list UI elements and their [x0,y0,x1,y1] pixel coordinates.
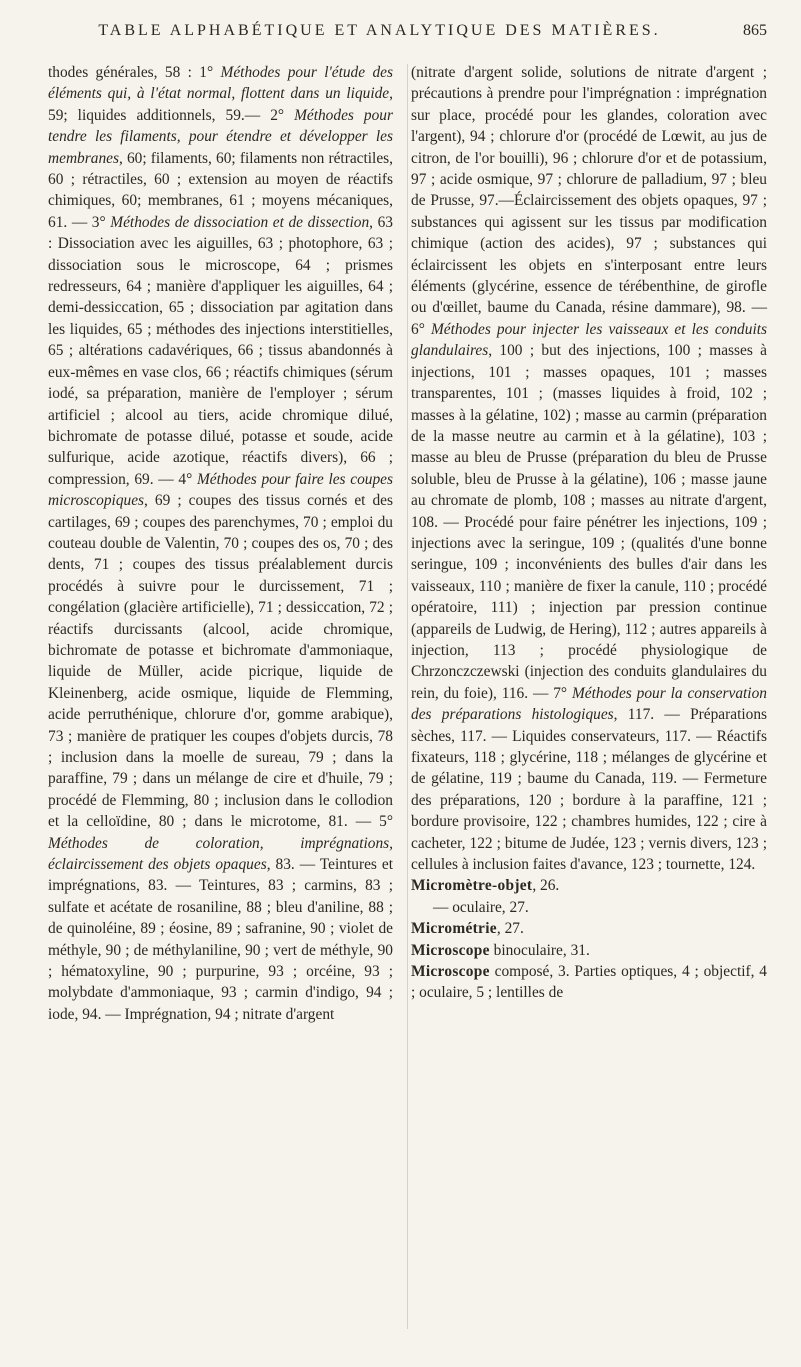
text-run: (nitrate d'argent solide, solutions de nitrate d'argent ; précautions à prendre pour l'imprégnation : imprégnation sur place, procédé pour les glandes, coloration avec l'argent), 94 ; chlorure d'or (procédé de Lœwit, au jus de citron, de l'or bouilli), 96 ; chlorure d'or et de potassium, 97 ; acide osmique, 97 ; chlorure de palladium, 97 ; bleu de Prusse, 97.—Éclaircissement des objets opaques, 97 ; substances qui agissent sur les tissus par modification chimique (action des acides), 97 ; substances qui éclaircissent les objets en s'interposant entre leurs éléments (glycérine, essence de térébenthine, de girofle ou d'œillet, baume du Canada, résine dammare), 98. — 6° [411,64,767,338]
index-entry [411,897,767,918]
index-entry [411,940,767,961]
text-run: thodes générales, 58 : 1° [48,64,221,81]
index-entry-text: , 27. [496,920,524,938]
running-title: TABLE ALPHABÉTIQUE ET ANALYTIQUE DES MATIÈRES. [98,22,661,39]
section-title-run: Méthodes pour injecter les vaisseaux et les conduits glandulaires [411,320,767,360]
index-entry [411,961,767,1004]
text-run: , 63 : Dissociation avec les aiguilles, 63 ; photophore, 63 ; dissociation sous le microscope, 64 ; prismes redresseurs, 64 ; manière d'appliquer les aiguilles, 64 ; demi-dessiccation, 65 ; dissociation par agitation dans les liquides, 65 ; méthodes des injections interstitielles, 65 ; altérations cadavériques, 66 ; tissus abandonnés à eux-mêmes en vase clos, 66 ; réactifs chimiques (sérum iodé, sa préparation, manière de l'employer ; sérum artificiel ; alcool au tiers, acide chromique dilué, bichromate de potasse dilué, potasse et soude, acide sulfurique, acide azotique, réactifs divers), 66 ; compression, 69. — 4° [48,213,394,488]
page-number: 865 [743,22,767,39]
left-column [48,62,393,1025]
index-entry-heading: Microscope [411,941,490,959]
section-title-run: Méthodes pour faire les coupes microscopiques [48,470,393,510]
right-column-text [411,62,767,875]
text-run: , 59; liquides additionnels, 59.— 2° [48,85,393,124]
text-run: , 83. — Teintures et imprégnations, 83. — Teintures, 83 ; carmins, 83 ; sulfate et acétate de rosaniline, 88 ; bleu d'aniline, 88 ; de quinoléine, 89 ; éosine, 89 ; safranine, 90 ; violet de méthyle, 90 ; de méthylaniline, 90 ; vert de méthyle, 90 ; hématoxyline, 90 ; purpurine, 93 ; orcéine, 93 ; molybdate d'ammoniaque, 93 ; carmin d'indigo, 94 ; iode, 94. — Imprégnation, 94 ; nitrate d'argent [48,856,393,1023]
section-title-run: Méthodes pour la conservation des préparations histologiques [411,684,767,724]
text-run: , 117. — Préparations sèches, 117. — Liquides conservateurs, 117. — Réactifs fixateurs, 118 ; glycérine, 118 ; mélanges de glycérine et de gélatine, 119 ; baume du Canada, 119. — Fermeture des préparations, 120 ; bordure à la paraffine, 121 ; bordure provisoire, 122 ; chambres humides, 122 ; cire à cacheter, 122 ; bitume de Judée, 123 ; vernis divers, 123 ; cellules à inclusion faites d'avance, 123 ; tournette, 124. [411,706,768,874]
section-title-run: Méthodes de dissociation et de dissection [110,213,370,231]
text-columns [48,62,767,1025]
index-entry-text: , 26. [532,877,560,895]
section-title-run: Méthodes pour tendre les filaments, pour étendre et développer les membranes [48,106,393,167]
index-entry [411,918,767,939]
index-entry [411,875,767,896]
section-title-run: Méthodes de coloration, imprégnations, éclaircissement des objets opaques [48,834,393,874]
index-entry-text: — oculaire, 27. [433,898,529,916]
text-run: , 60; filaments, 60; filaments non rétractiles, 60 ; rétractiles, 60 ; extension au moyen de réactifs chimiques, 60; membranes, 61 ; moyens mécaniques, 61. — 3° [48,149,393,231]
running-head [48,22,767,44]
text-run: , 100 ; but des injections, 100 ; masses à injections, 101 ; masses opaques, 101 ; masses transparentes, 101 ; (masses liquides à froid, 102 ; masses à la gélatine, 102) ; masse au carmin (préparation de la masse neutre au carmin et à la gélatine), 103 ; masse au bleu de Prusse (préparation du bleu de Prusse soluble, bleu de Prusse à la gélatine), 106 ; masse jaune au chromate de plomb, 108 ; masses au nitrate d'argent, 108. — Procédé pour faire pénétrer les injections, 109 ; injections avec la seringue, 109 ; (qualités d'une bonne seringue, 109 ; inconvénients des bulles d'air dans les vaisseaux, 110 ; manière de fixer la canule, 110 ; procédé opératoire, 111) ; injection par pression continue (appareils de Ludwig, de Hering), 112 ; autres appareils à injection, 113 ; procédé physiologique de Chrzonczczewski (injection des conduits glandulaires du rein, du foie), 116. — 7° [411,342,767,702]
right-column [411,62,767,1025]
index-entry-text: binoculaire, 31. [489,941,590,959]
text-run: , 69 ; coupes des tissus cornés et des cartilages, 69 ; coupes des parenchymes, 70 ; emploi du couteau double de Valentin, 70 ; coupes des os, 70 ; des dents, 71 ; coupes des tissus préalablement durcis procédés à suivre pour le durcissement, 71 ; congélation (glacière artificielle), 71 ; dessiccation, 72 ; réactifs durcissants (alcool, acide chromique, bichromate de potasse et bichromate d'ammoniaque, liquide de Müller, acide picrique, liquide de Kleinenberg, acide osmique, liquide de Flemming, acide perruthénique, chlorure d'or, gomme arabique), 73 ; manière de pratiquer les coupes d'objets durcis, 78 ; inclusion dans la moelle de sureau, 79 ; dans la paraffine, 79 ; dans un mélange de cire et d'huile, 79 ; procédé de Flemming, 80 ; inclusion dans le collodion et la celloïdine, 80 ; dans le microtome, 81. — 5° [48,492,393,831]
section-title-run: Méthodes pour l'étude des éléments qui, à l'état normal, flottent dans un liquide [48,64,393,103]
index-entry-text: composé, 3. Parties optiques, 4 ; objectif, 4 ; oculaire, 5 ; lentilles de [411,963,767,1002]
index-entries [411,875,767,1003]
index-entry-heading: Micrométrie [411,920,497,938]
index-entry-heading: Microscope [411,963,490,981]
index-entry-heading: Micromètre-objet [411,877,533,895]
